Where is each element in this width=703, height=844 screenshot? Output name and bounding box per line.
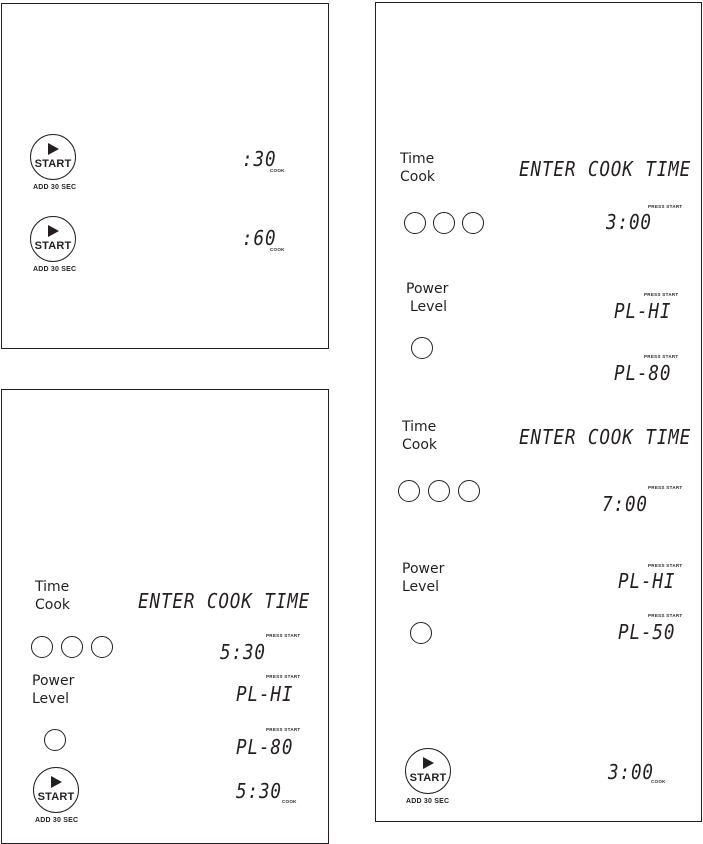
add-30-sec-label: ADD 30 SEC xyxy=(35,817,79,824)
power-level-label xyxy=(402,560,444,596)
display-time: 5:30 xyxy=(236,779,282,803)
display-time: 5:30 xyxy=(220,640,266,664)
add-30-sec-label: ADD 30 SEC xyxy=(33,266,77,273)
press-start-tag: PRESS START xyxy=(644,292,679,297)
start-button[interactable] xyxy=(30,216,76,262)
time-cook-label xyxy=(402,418,437,454)
press-start-tag: PRESS START xyxy=(648,563,683,568)
press-start-tag: PRESS START xyxy=(648,204,683,209)
time-cook-label-line2: Cook xyxy=(35,597,71,613)
power-level-label-line2: Level xyxy=(410,299,447,315)
display-power-80: PL-80 xyxy=(236,735,294,759)
power-level-label-line1: Power xyxy=(32,673,75,689)
panel-multi-stage-cooking xyxy=(375,2,702,822)
power-level-button[interactable] xyxy=(410,622,432,644)
start-button[interactable] xyxy=(405,748,451,794)
display-time: 3:00 xyxy=(606,210,652,234)
number-button[interactable] xyxy=(433,212,455,234)
press-start-tag: PRESS START xyxy=(644,354,679,359)
press-start-tag: PRESS START xyxy=(648,485,683,490)
display-time: :30 xyxy=(242,147,277,171)
add-30-sec-label: ADD 30 SEC xyxy=(33,184,77,191)
display-time: 3:00 xyxy=(608,760,654,784)
start-button-label: START xyxy=(409,772,447,784)
press-start-tag: PRESS START xyxy=(266,633,301,638)
display-cook-tag: COOK xyxy=(270,168,285,173)
display-power-hi: PL-HI xyxy=(236,682,294,706)
number-button[interactable] xyxy=(91,636,113,658)
press-start-tag: PRESS START xyxy=(266,727,301,732)
add-30-sec-label: ADD 30 SEC xyxy=(406,798,450,805)
display-enter-cook-time: ENTER COOK TIME xyxy=(138,589,311,613)
press-start-tag: PRESS START xyxy=(266,674,301,679)
time-cook-label xyxy=(400,150,435,186)
power-level-label-line1: Power xyxy=(402,561,445,577)
power-level-label-line2: Level xyxy=(402,579,439,595)
play-icon xyxy=(51,776,62,788)
display-cook-tag: COOK xyxy=(651,779,666,784)
play-icon xyxy=(423,757,434,769)
play-icon xyxy=(48,225,59,237)
number-button[interactable] xyxy=(458,480,480,502)
number-button[interactable] xyxy=(61,636,83,658)
display-power-hi: PL-HI xyxy=(618,569,676,593)
display-enter-cook-time: ENTER COOK TIME xyxy=(519,425,692,449)
display-enter-cook-time: ENTER COOK TIME xyxy=(519,157,692,181)
power-level-label xyxy=(32,672,74,708)
start-button[interactable] xyxy=(33,767,79,813)
time-cook-label-line2: Cook xyxy=(400,169,436,185)
display-cook-tag: COOK xyxy=(270,247,285,252)
time-cook-label-line1: Time xyxy=(402,419,437,435)
power-level-label-line2: Level xyxy=(32,691,69,707)
display-power-50: PL-50 xyxy=(618,620,676,644)
number-button[interactable] xyxy=(31,636,53,658)
number-button[interactable] xyxy=(462,212,484,234)
number-button[interactable] xyxy=(398,480,420,502)
number-button[interactable] xyxy=(428,480,450,502)
time-cook-label-line2: Cook xyxy=(402,437,438,453)
power-level-button[interactable] xyxy=(44,729,66,751)
start-button-label: START xyxy=(34,240,72,252)
power-level-label-line1: Power xyxy=(406,281,449,297)
display-cook-tag: COOK xyxy=(282,799,297,804)
play-icon xyxy=(48,143,59,155)
press-start-tag: PRESS START xyxy=(648,613,683,618)
time-cook-label-line1: Time xyxy=(35,579,70,595)
number-button[interactable] xyxy=(404,212,426,234)
start-button[interactable] xyxy=(30,134,76,180)
panel-add-30-sec xyxy=(1,3,329,349)
time-cook-label-line1: Time xyxy=(400,151,435,167)
power-level-button[interactable] xyxy=(411,337,433,359)
display-time: :60 xyxy=(242,226,277,250)
power-level-label xyxy=(406,280,448,316)
start-button-label: START xyxy=(37,791,75,803)
display-power-hi: PL-HI xyxy=(614,299,672,323)
display-time: 7:00 xyxy=(602,492,648,516)
time-cook-label xyxy=(35,578,70,614)
panel-time-cook-example xyxy=(1,389,329,844)
display-power-80: PL-80 xyxy=(614,361,672,385)
start-button-label: START xyxy=(34,158,72,170)
